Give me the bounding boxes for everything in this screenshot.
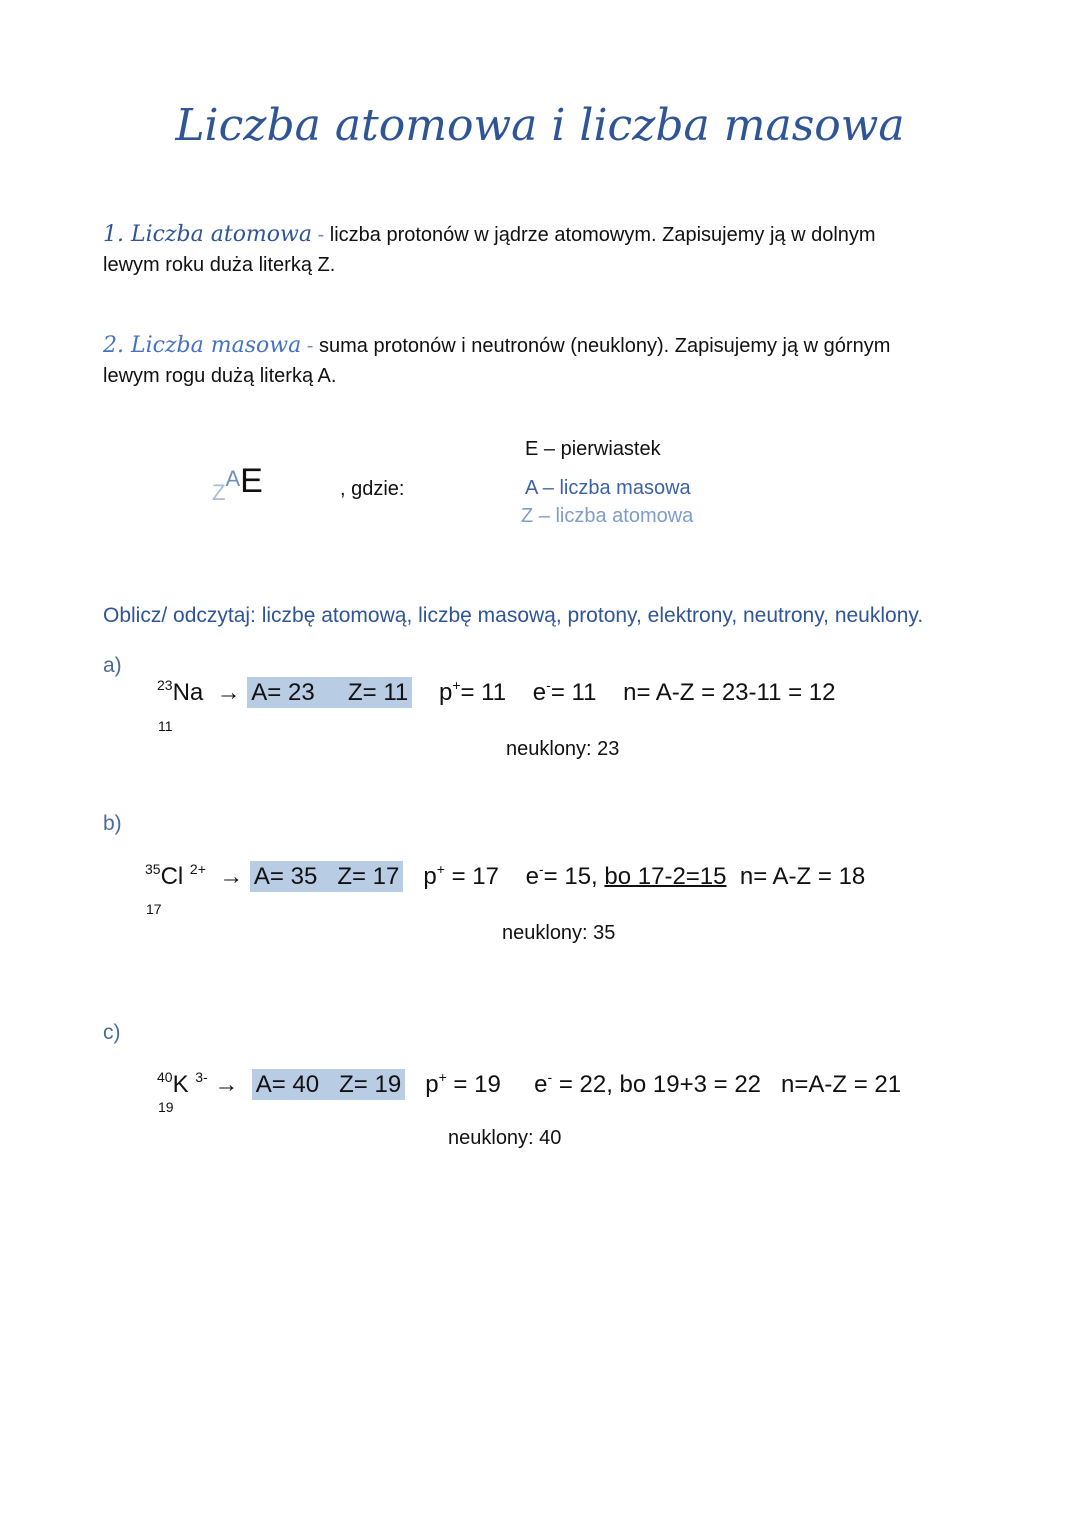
gdzie-text: , gdzie: [340, 478, 405, 500]
notation-z: Z [212, 480, 226, 505]
highlighted-values [250, 861, 403, 892]
atomic-number: 19 [158, 1099, 174, 1115]
task-instruction: Oblicz/ odczytaj: liczbę atomową, liczbę masową, protony, elektrony, neutrony, neuklony. [103, 604, 924, 627]
nucleons: neuklony: 40 [448, 1127, 562, 1149]
example-b-row: $^{35}$Cl $^{2+}$ → A= 35 Z= 17 p+ = 17 e-= 15, bo 17-2=15 n= A-Z = 18 [145, 861, 866, 890]
highlighted-values [252, 1069, 405, 1100]
neutrons-value: n= A-Z = 18 [739, 863, 866, 890]
legend-z: Z – liczba atomowa [521, 505, 694, 527]
z-value: Z= 17 [337, 863, 400, 890]
definition-text: lewym roku duża literką Z. [103, 254, 336, 276]
definition-mass-number [103, 331, 890, 391]
neutrons-value: n= A-Z = 23-11 = 12 [623, 679, 836, 706]
mass-number: 23 [157, 677, 173, 693]
example-label: c) [103, 1021, 121, 1044]
atomic-number: 11 [158, 718, 173, 734]
element-symbol: Cl [160, 863, 184, 890]
term-mass-number: 2. Liczba masowa [103, 333, 302, 358]
example-label: a) [103, 654, 122, 677]
z-value: Z= 19 [339, 1071, 402, 1098]
protons-label: p [425, 1071, 439, 1098]
nucleons: neuklony: 35 [502, 922, 616, 944]
electrons-value: = 22, bo 19+3 = 22 [552, 1071, 762, 1098]
example-label: b) [103, 812, 122, 835]
dash: - [301, 335, 319, 357]
legend-e: E – pierwiastek [525, 438, 661, 460]
a-value: A= 40 [255, 1071, 320, 1098]
arrow-icon: → [214, 1071, 239, 1098]
notation-symbol [212, 462, 263, 505]
protons-label: p [423, 863, 437, 890]
protons-value: = 11 [460, 679, 507, 706]
z-value: Z= 11 [348, 679, 409, 706]
protons-value: = 19 [446, 1071, 501, 1098]
protons-label: p [438, 679, 453, 706]
mass-number: 35 [145, 861, 161, 877]
definition-text: liczba protonów w jądrze atomowym. Zapisujemy ją w dolnym [329, 224, 876, 246]
electrons-value: = 15, [543, 863, 605, 890]
notation-e: E [240, 462, 263, 500]
electrons-label: e [534, 1071, 548, 1098]
electrons-value: = 11 [550, 679, 597, 706]
page-title: Liczba atomowa i liczba masowa [175, 100, 905, 151]
ion-charge: 2+ [189, 861, 206, 877]
element-symbol: Na [172, 679, 204, 706]
protons-value: = 17 [444, 863, 499, 890]
arrow-icon: → [216, 679, 241, 706]
a-value: A= 35 [253, 863, 318, 890]
nucleons: neuklony: 23 [506, 738, 620, 760]
ion-charge: 3- [195, 1069, 208, 1085]
mass-number: 40 [157, 1069, 173, 1085]
legend-a: A – liczba masowa [525, 477, 691, 499]
definition-text: suma protonów i neutronów (neuklony). Zapisujemy ją w górnym [318, 335, 891, 357]
arrow-icon: → [219, 863, 244, 890]
electrons-label: e [525, 863, 539, 890]
element-symbol: K [172, 1071, 189, 1098]
atomic-number: 17 [146, 901, 162, 917]
electrons-explanation: bo 17-2=15 [604, 863, 727, 890]
electrons-label: e [532, 679, 547, 706]
definition-atomic-number [103, 220, 876, 280]
highlighted-values [247, 677, 412, 708]
term-atomic-number: 1. Liczba atomowa [103, 222, 312, 247]
notation-a: A [225, 466, 241, 491]
example-c-row: $^{40}$K $^{3-}$ → A= 40 Z= 19 p+ = 19 e- = 22, bo 19+3 = 22 n=A-Z = 21 [157, 1069, 902, 1098]
a-value: A= 23 [251, 679, 315, 706]
neutrons-value: n=A-Z = 21 [781, 1071, 902, 1098]
example-a-row: $^{23}$Na → A= 23 Z= 11 p+= 11 e-= 11 n= A-Z = 23-11 = 12 [157, 677, 836, 706]
definition-text: lewym rogu dużą literką A. [103, 365, 337, 387]
dash: - [312, 224, 330, 246]
